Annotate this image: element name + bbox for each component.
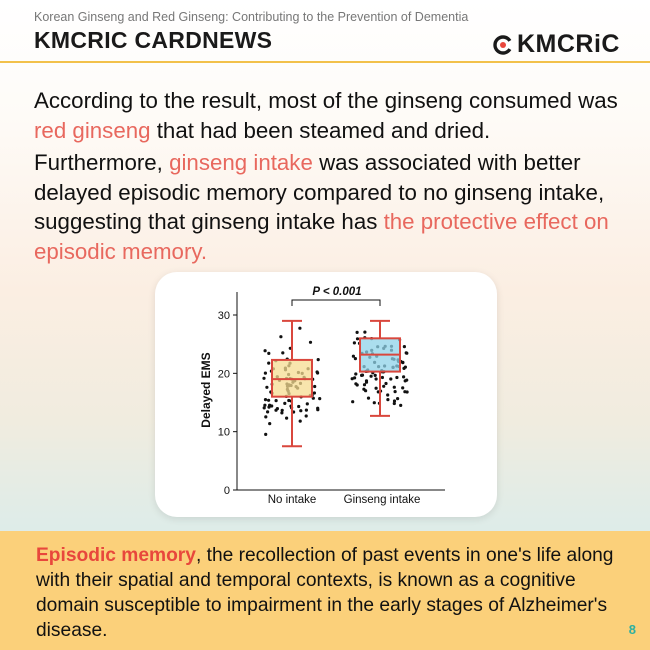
data-point [384,382,387,385]
data-point [264,398,267,401]
data-point [281,351,284,354]
data-point [266,410,269,413]
data-point [275,399,278,402]
significance-label: P < 0.001 [312,286,362,298]
data-point [395,376,398,379]
data-point [318,397,321,400]
data-point [381,376,384,379]
data-point [362,388,365,391]
boxplot-figure-card [155,272,497,517]
data-point [305,409,308,412]
data-point [405,379,408,382]
data-point [374,374,377,377]
data-point [354,372,357,375]
p1-text-b: that had been steamed and dried. [150,117,491,143]
data-point [265,386,268,389]
data-point [264,415,267,418]
logo-mark-icon [492,34,514,56]
definition-text [36,543,626,643]
data-point [280,411,283,414]
data-point [264,372,267,375]
data-point [370,375,373,378]
data-point [267,362,270,365]
data-point [399,404,402,407]
data-point [267,399,270,402]
logo-text: KMCRiC [517,30,620,58]
data-point [386,398,389,401]
y-axis-label: Delayed EMS [199,352,213,428]
p2-highlight-protective-effect: the protective effect on episodic memory. [34,209,609,264]
data-point [354,357,357,360]
data-point [264,349,267,352]
data-point [285,417,288,420]
data-point [363,383,366,386]
header-divider [0,61,650,63]
p2-text-a: Furthermore, [34,150,170,175]
data-point [297,405,300,408]
p2-text-b: was associated with better delayed episodic memory compared to no ginseng intake, suggesting that ginseng intake has [34,150,605,234]
data-point [367,397,370,400]
data-point [262,377,265,380]
y-tick-label: 30 [217,310,230,322]
data-point [317,358,320,361]
data-point [396,397,399,400]
data-point [405,352,408,355]
data-point [316,408,319,411]
header [0,0,650,64]
data-point [279,335,282,338]
data-point [361,374,364,377]
p1-highlight-red-ginseng: red ginseng [34,117,151,143]
data-point [393,386,396,389]
x-label-ginseng-intake: Ginseng intake [343,494,421,506]
data-point [389,377,392,380]
x-label-no-intake: No intake [267,494,317,506]
data-point [274,409,277,412]
data-point [353,376,356,379]
data-point [403,390,406,393]
data-point [268,422,271,425]
data-point [268,404,271,407]
data-point [309,341,312,344]
data-point [373,401,376,404]
y-tick-label: 20 [217,368,230,381]
data-point [386,393,389,396]
data-point [316,370,319,373]
significance-bracket [292,300,380,306]
data-point [356,331,359,334]
data-point [401,361,404,364]
kmcric-logo [492,30,620,59]
data-point [283,402,286,405]
definition-term: Episodic memory [36,545,196,566]
data-point [264,433,267,436]
page-title: KMCRIC CARDNEWS [34,27,273,53]
p1-text-a: According to the result, most of the ginseng consumed was [34,88,618,113]
data-point [298,327,301,330]
data-point [394,390,397,393]
result-paragraph [34,86,634,145]
data-point [354,382,357,385]
data-point [363,331,366,334]
data-point [393,402,396,405]
data-point [375,387,378,390]
data-point [306,402,309,405]
data-point [353,341,356,344]
data-point [263,406,266,409]
data-point [356,337,359,340]
y-tick-label: 0 [223,485,230,497]
data-point [313,391,316,394]
p2-highlight-ginseng-intake: ginseng intake [169,150,313,175]
data-point [299,420,302,423]
data-point [401,386,404,389]
boxplot-chart [155,272,497,517]
data-point [402,367,405,370]
y-tick-label: 10 [217,426,230,439]
data-point [299,409,302,412]
conclusion-paragraph [34,148,634,266]
data-point [402,375,405,378]
series-subtitle: Korean Ginseng and Red Ginseng: Contributing to the Prevention of Dementia [34,10,469,24]
data-point [305,414,308,417]
definition-body: , the recollection of past events in one's life along with their spatial and temporal contexts, is known as a cognitive domain susceptible to impairment in the early stages of Alzheimer's disease. [36,545,614,641]
data-point [263,404,266,407]
box-no-intake [272,321,312,446]
data-point [375,377,378,380]
data-point [365,381,368,384]
page-number: 8 [628,622,636,637]
data-point [403,345,406,348]
data-point [351,400,354,403]
data-point [267,352,270,355]
data-point [382,385,385,388]
data-point [313,385,316,388]
